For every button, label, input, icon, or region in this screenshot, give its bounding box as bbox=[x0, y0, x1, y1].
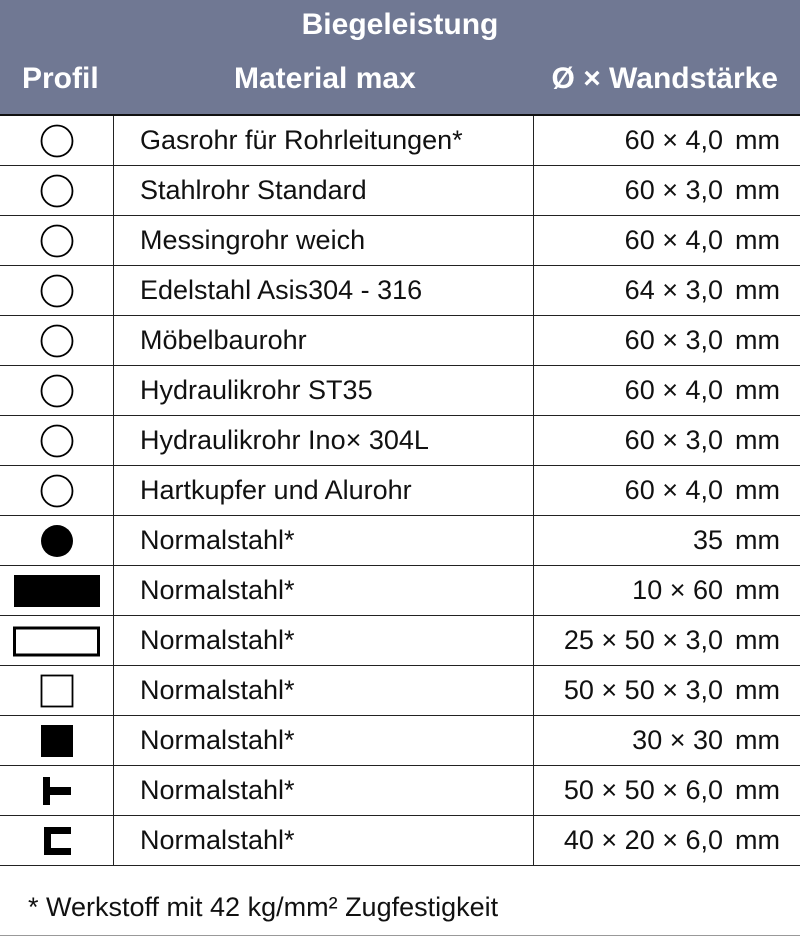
dimension-value: 60 × 3,0 bbox=[624, 425, 724, 455]
material-cell: Gasrohr für Rohrleitungen* bbox=[140, 125, 463, 155]
table-row bbox=[0, 766, 800, 816]
column-header-material: Material max bbox=[234, 62, 416, 95]
t-profile-icon bbox=[0, 766, 114, 815]
dimension-unit: mm bbox=[735, 775, 780, 805]
table-row bbox=[0, 266, 800, 316]
material-cell: Normalstahl* bbox=[140, 525, 295, 555]
material-cell: Edelstahl Asis304 - 316 bbox=[140, 275, 423, 305]
flat-bar-icon bbox=[0, 566, 114, 615]
dimension-value: 60 × 4,0 bbox=[624, 375, 724, 405]
dimension-unit: mm bbox=[735, 825, 780, 855]
dimension-cell bbox=[533, 666, 800, 715]
table-row bbox=[0, 116, 800, 166]
table-row bbox=[0, 316, 800, 366]
material-cell: Hartkupfer und Alurohr bbox=[140, 475, 412, 505]
dimension-unit: mm bbox=[735, 175, 780, 205]
dimension-value: 35 bbox=[692, 525, 724, 555]
table-row bbox=[0, 716, 800, 766]
dimension-value: 50 × 50 × 3,0 bbox=[563, 675, 724, 705]
dimension-value: 25 × 50 × 3,0 bbox=[563, 625, 724, 655]
dimension-value: 60 × 3,0 bbox=[624, 175, 724, 205]
dimension-cell bbox=[533, 516, 800, 565]
dimension-cell bbox=[533, 816, 800, 865]
dimension-cell bbox=[533, 416, 800, 465]
dimension-unit: mm bbox=[735, 575, 780, 605]
round-tube-icon bbox=[0, 116, 114, 165]
dimension-unit: mm bbox=[735, 325, 780, 355]
material-cell: Stahlrohr Standard bbox=[140, 175, 367, 205]
material-cell: Normalstahl* bbox=[140, 775, 295, 805]
rectangular-tube-icon bbox=[0, 616, 114, 665]
dimension-cell bbox=[533, 716, 800, 765]
table-body bbox=[0, 114, 800, 866]
dimension-value: 30 × 30 bbox=[632, 725, 724, 755]
material-cell: Hydraulikrohr ST35 bbox=[140, 375, 373, 405]
dimension-cell bbox=[533, 316, 800, 365]
round-tube-icon bbox=[0, 316, 114, 365]
table-row bbox=[0, 566, 800, 616]
dimension-unit: mm bbox=[735, 225, 780, 255]
dimension-value: 50 × 50 × 6,0 bbox=[563, 775, 724, 805]
material-cell: Möbelbaurohr bbox=[140, 325, 307, 355]
dimension-unit: mm bbox=[735, 375, 780, 405]
table-row bbox=[0, 366, 800, 416]
column-header-profile: Profil bbox=[22, 62, 99, 95]
dimension-value: 60 × 4,0 bbox=[624, 125, 724, 155]
dimension-cell bbox=[533, 166, 800, 215]
round-tube-icon bbox=[0, 466, 114, 515]
dimension-unit: mm bbox=[735, 625, 780, 655]
table-row bbox=[0, 666, 800, 716]
dimension-cell bbox=[533, 266, 800, 315]
dimension-value: 40 × 20 × 6,0 bbox=[563, 825, 724, 855]
dimension-value: 10 × 60 bbox=[632, 575, 724, 605]
dimension-unit: mm bbox=[735, 275, 780, 305]
dimension-unit: mm bbox=[735, 525, 780, 555]
round-tube-icon bbox=[0, 166, 114, 215]
bottom-divider bbox=[0, 935, 800, 936]
material-cell: Hydraulikrohr Ino× 304L bbox=[140, 425, 429, 455]
dimension-cell bbox=[533, 616, 800, 665]
dimension-unit: mm bbox=[735, 125, 780, 155]
dimension-cell bbox=[533, 766, 800, 815]
dimension-value: 64 × 3,0 bbox=[624, 275, 724, 305]
dimension-unit: mm bbox=[735, 475, 780, 505]
table-row bbox=[0, 166, 800, 216]
table-row bbox=[0, 816, 800, 866]
table-row bbox=[0, 216, 800, 266]
column-header-dimension: Ø × Wandstärke bbox=[551, 62, 778, 95]
dimension-cell bbox=[533, 366, 800, 415]
dimension-cell bbox=[533, 466, 800, 515]
table-row bbox=[0, 616, 800, 666]
dimension-unit: mm bbox=[735, 425, 780, 455]
material-cell: Normalstahl* bbox=[140, 625, 295, 655]
material-cell: Normalstahl* bbox=[140, 725, 295, 755]
dimension-unit: mm bbox=[735, 725, 780, 755]
dimension-value: 60 × 3,0 bbox=[624, 325, 724, 355]
dimension-value: 60 × 4,0 bbox=[624, 225, 724, 255]
table-title: Biegeleistung bbox=[301, 8, 499, 41]
table-header bbox=[0, 0, 800, 114]
dimension-cell bbox=[533, 566, 800, 615]
round-bar-icon bbox=[0, 516, 114, 565]
round-tube-icon bbox=[0, 416, 114, 465]
table-row bbox=[0, 466, 800, 516]
square-tube-icon bbox=[0, 666, 114, 715]
square-bar-icon bbox=[0, 716, 114, 765]
dimension-unit: mm bbox=[735, 675, 780, 705]
u-channel-icon bbox=[0, 816, 114, 865]
dimension-cell bbox=[533, 216, 800, 265]
footnote: * Werkstoff mit 42 kg/mm² Zugfestigkeit bbox=[28, 892, 499, 922]
material-cell: Normalstahl* bbox=[140, 575, 295, 605]
material-cell: Normalstahl* bbox=[140, 825, 295, 855]
table-row bbox=[0, 516, 800, 566]
round-tube-icon bbox=[0, 266, 114, 315]
round-tube-icon bbox=[0, 366, 114, 415]
table-row bbox=[0, 416, 800, 466]
dimension-cell bbox=[533, 116, 800, 165]
dimension-value: 60 × 4,0 bbox=[624, 475, 724, 505]
material-cell: Normalstahl* bbox=[140, 675, 295, 705]
material-cell: Messingrohr weich bbox=[140, 225, 366, 255]
round-tube-icon bbox=[0, 216, 114, 265]
